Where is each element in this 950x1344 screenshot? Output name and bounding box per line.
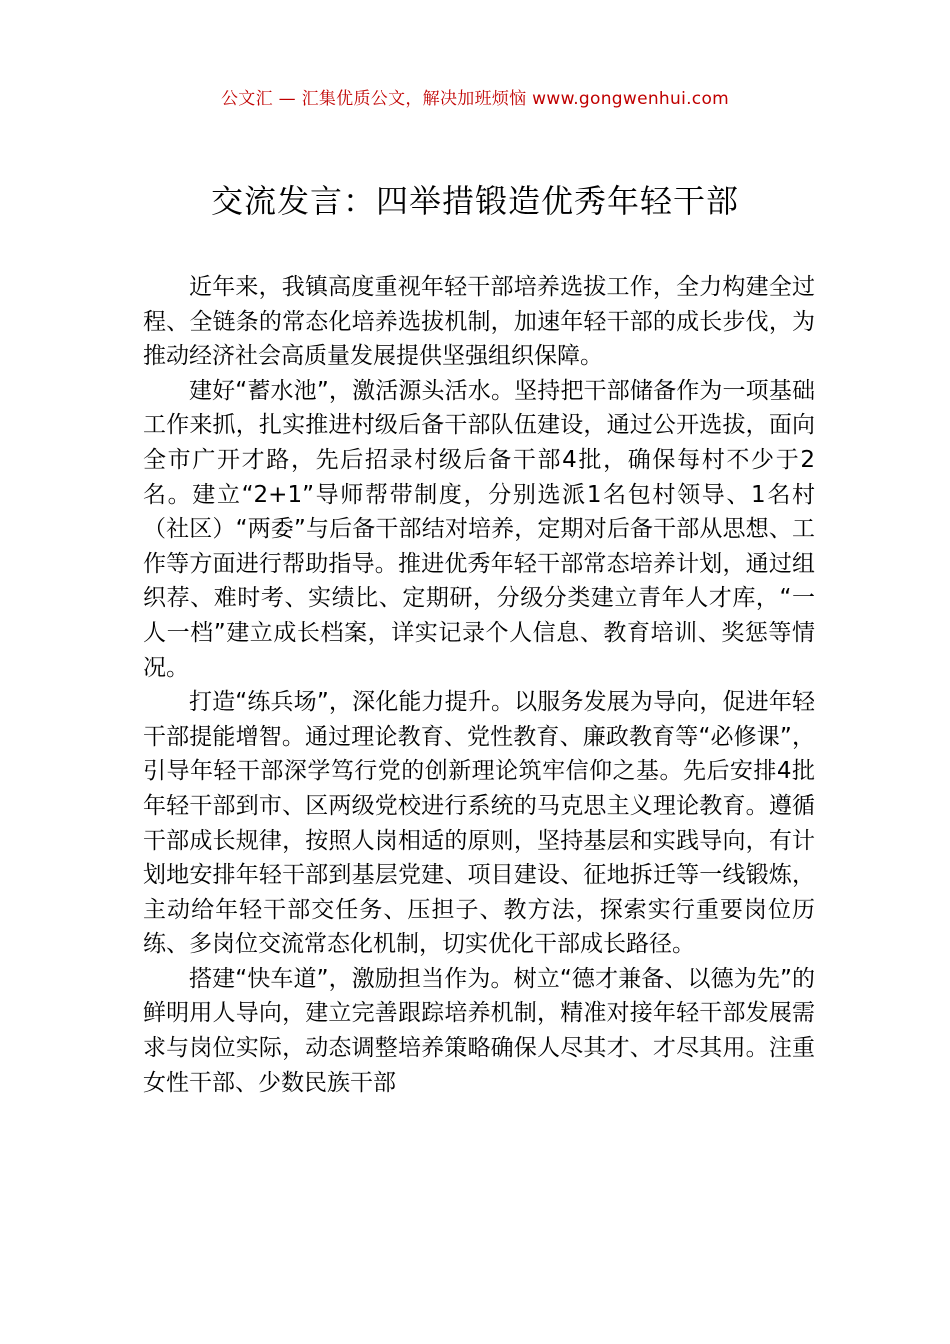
document-body [143,270,815,1100]
site-banner: 公文汇 — 汇集优质公文，解决加班烦恼 www.gongwenhui.com [220,89,730,109]
paragraph-fast-lane: 搭建“快车道”，激励担当作为。树立“德才兼备、以德为先”的鲜明用人导向，建立完善跟踪培养机制，精准对接年轻干部发展需求与岗位实际，动态调整培养策略确保人尽其才、才尽其用。注重女性干部、少数民族干部 [143,965,815,1096]
paragraph-training-ground: 打造“练兵场”，深化能力提升。以服务发展为导向，促进年轻干部提能增智。通过理论教育、党性教育、廉政教育等“必修课”，引导年轻干部深学笃行党的创新理论筑牢信仰之基。先后安排4批年轻干部到市、区两级党校进行系统的马克思主义理论教育。遵循干部成长规律，按照人岗相适的原则，坚持基层和实践导向，有计划地安排年轻干部到基层党建、项目建设、征地拆迁等一线锻炼，主动给年轻干部交任务、压担子、教方法，探索实行重要岗位历练、多岗位交流常态化机制，切实优化干部成长路径。 [143,689,815,958]
paragraph-intro: 近年来，我镇高度重视年轻干部培养选拔工作，全力构建全过程、全链条的常态化培养选拔机制，加速年轻干部的成长步伐，为推动经济社会高质量发展提供坚强组织保障。 [143,274,815,370]
paragraph-reservoir: 建好“蓄水池”，激活源头活水。坚持把干部储备作为一项基础工作来抓，扎实推进村级后备干部队伍建设，通过公开选拔，面向全市广开才路，先后招录村级后备干部4批，确保每村不少于2名。建立“2+1”导师帮带制度，分别选派1名包村领导、1名村（社区）“两委”与后备干部结对培养，定期对后备干部从思想、工作等方面进行帮助指导。推进优秀年轻干部常态培养计划，通过组织荐、难时考、实绩比、定期研，分级分类建立青年人才库，“一人一档”建立成长档案，详实记录个人信息、教育培训、奖惩等情况。 [143,377,815,681]
document-title: 交流发言：四举措锻造优秀年轻干部 [210,182,739,220]
